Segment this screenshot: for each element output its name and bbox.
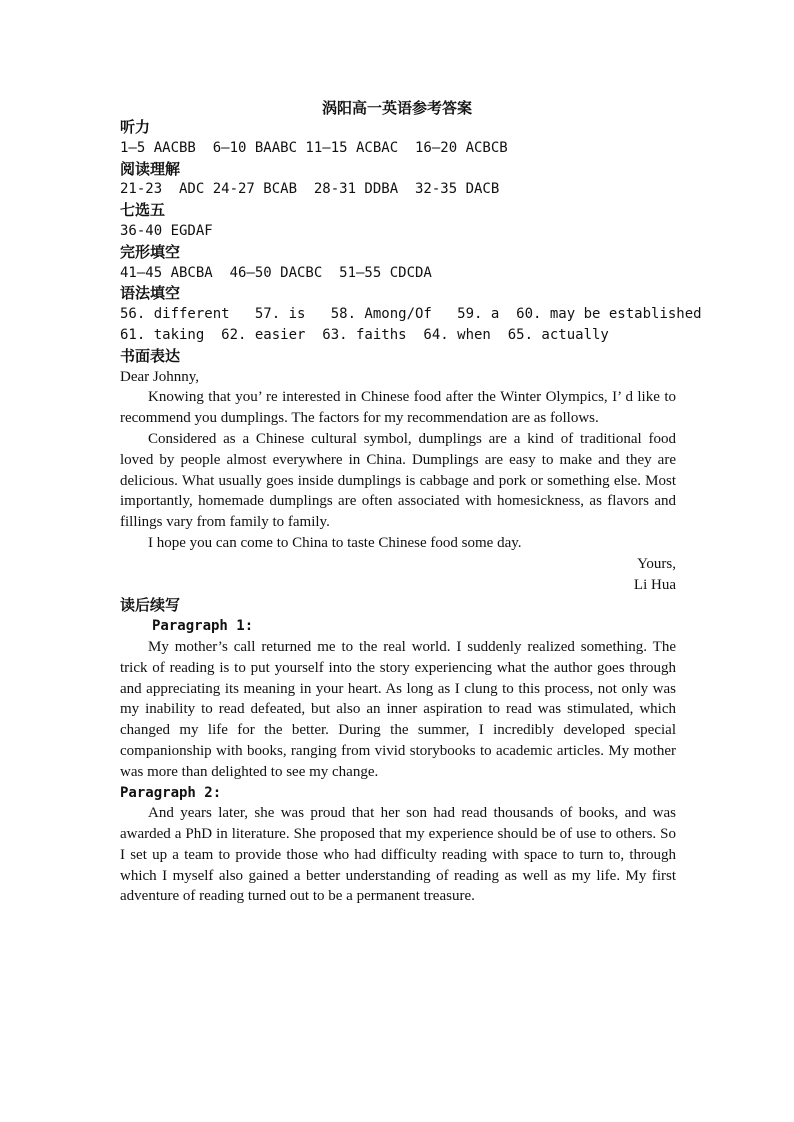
- paragraph-1-title: Paragraph 1:: [152, 618, 254, 635]
- continuation-paragraph-1-text: My mother’s call returned me to the real world. I suddenly realized something. The trick of reading is to put yourself into the story experiencing what the author goes through and appreciating its meaning in your heart. As long as I clung to this process, not only was my inability to read defeated, but also an inner aspiration to read was stimulated, which changed my life for the better. During the summer, I incredibly developed special companionship with books, ranging from vivid storybooks to academic articles. My mother was more than delighted to see my change.: [120, 638, 676, 780]
- letter-paragraph-3: I hope you can come to China to taste Chinese food some day.: [148, 534, 522, 551]
- listening-heading: 听力: [120, 118, 151, 136]
- grammar-answers-line2: 61. taking 62. easier 63. faiths 64. when 65. actually: [120, 326, 609, 343]
- answer-content: [120, 117, 702, 907]
- listening-answers: 1—5 AACBB 6—10 BAABC 11—15 ACBAC 16—20 ACBCB: [120, 139, 508, 156]
- page-title: 涡阳高一英语参考答案: [321, 99, 472, 117]
- writing-heading: 书面表达: [120, 346, 181, 365]
- cloze-heading: 完形填空: [120, 242, 181, 261]
- reading-heading: 阅读理解: [120, 159, 181, 178]
- writing-essay: [120, 367, 676, 596]
- letter-salutation: Dear Johnny,: [120, 368, 200, 385]
- letter-paragraph-2: Considered as a Chinese cultural symbol, dumplings are a kind of traditional food loved by people almost everywhere in China. Dumplings are easy to make and they are delicious. What usually goes inside dumplings is cabbage and pork or something else. Most importantly, homemade dumplings are often associated with homesickness, as flavors and fillings vary from family to family.: [120, 430, 676, 531]
- seven-choose-five-heading: 七选五: [120, 201, 166, 220]
- seven-choose-five-answers: 36-40 EGDAF: [120, 222, 213, 239]
- cloze-answers: 41—45 ABCBA 46—50 DACBC 51—55 CDCDA: [120, 264, 432, 281]
- paragraph-2-title: Paragraph 2:: [120, 784, 222, 801]
- continuation-paragraph-2-text: And years later, she was proud that her son had read thousands of books, and was awarded a PhD in literature. She proposed that my experience should be of use to others. So I set up a team to provide those who had difficulty reading with space to turn to, through which I myself also gained a better understanding of reading as well as my life. My first adventure of reading turned out to be a permanent treasure.: [120, 805, 676, 905]
- grammar-answers-line1: 56. different 57. is 58. Among/Of 59. a 60. may be established: [120, 306, 702, 323]
- letter-paragraph-1: Knowing that you’ re interested in Chinese food after the Winter Olympics, I’ d like to recommend you dumplings. The factors for my recommendation are as follows.: [120, 389, 676, 427]
- continuation-heading: 读后续写: [120, 596, 181, 615]
- letter-closing: Yours,: [637, 555, 676, 572]
- grammar-heading: 语法填空: [120, 284, 181, 303]
- reading-answers: 21-23 ADC 24-27 BCAB 28-31 DDBA 32-35 DACB: [120, 181, 500, 198]
- continuation-paragraph-2: [120, 803, 676, 907]
- continuation-paragraph-1: [120, 637, 676, 783]
- letter-signature: Li Hua: [633, 576, 676, 593]
